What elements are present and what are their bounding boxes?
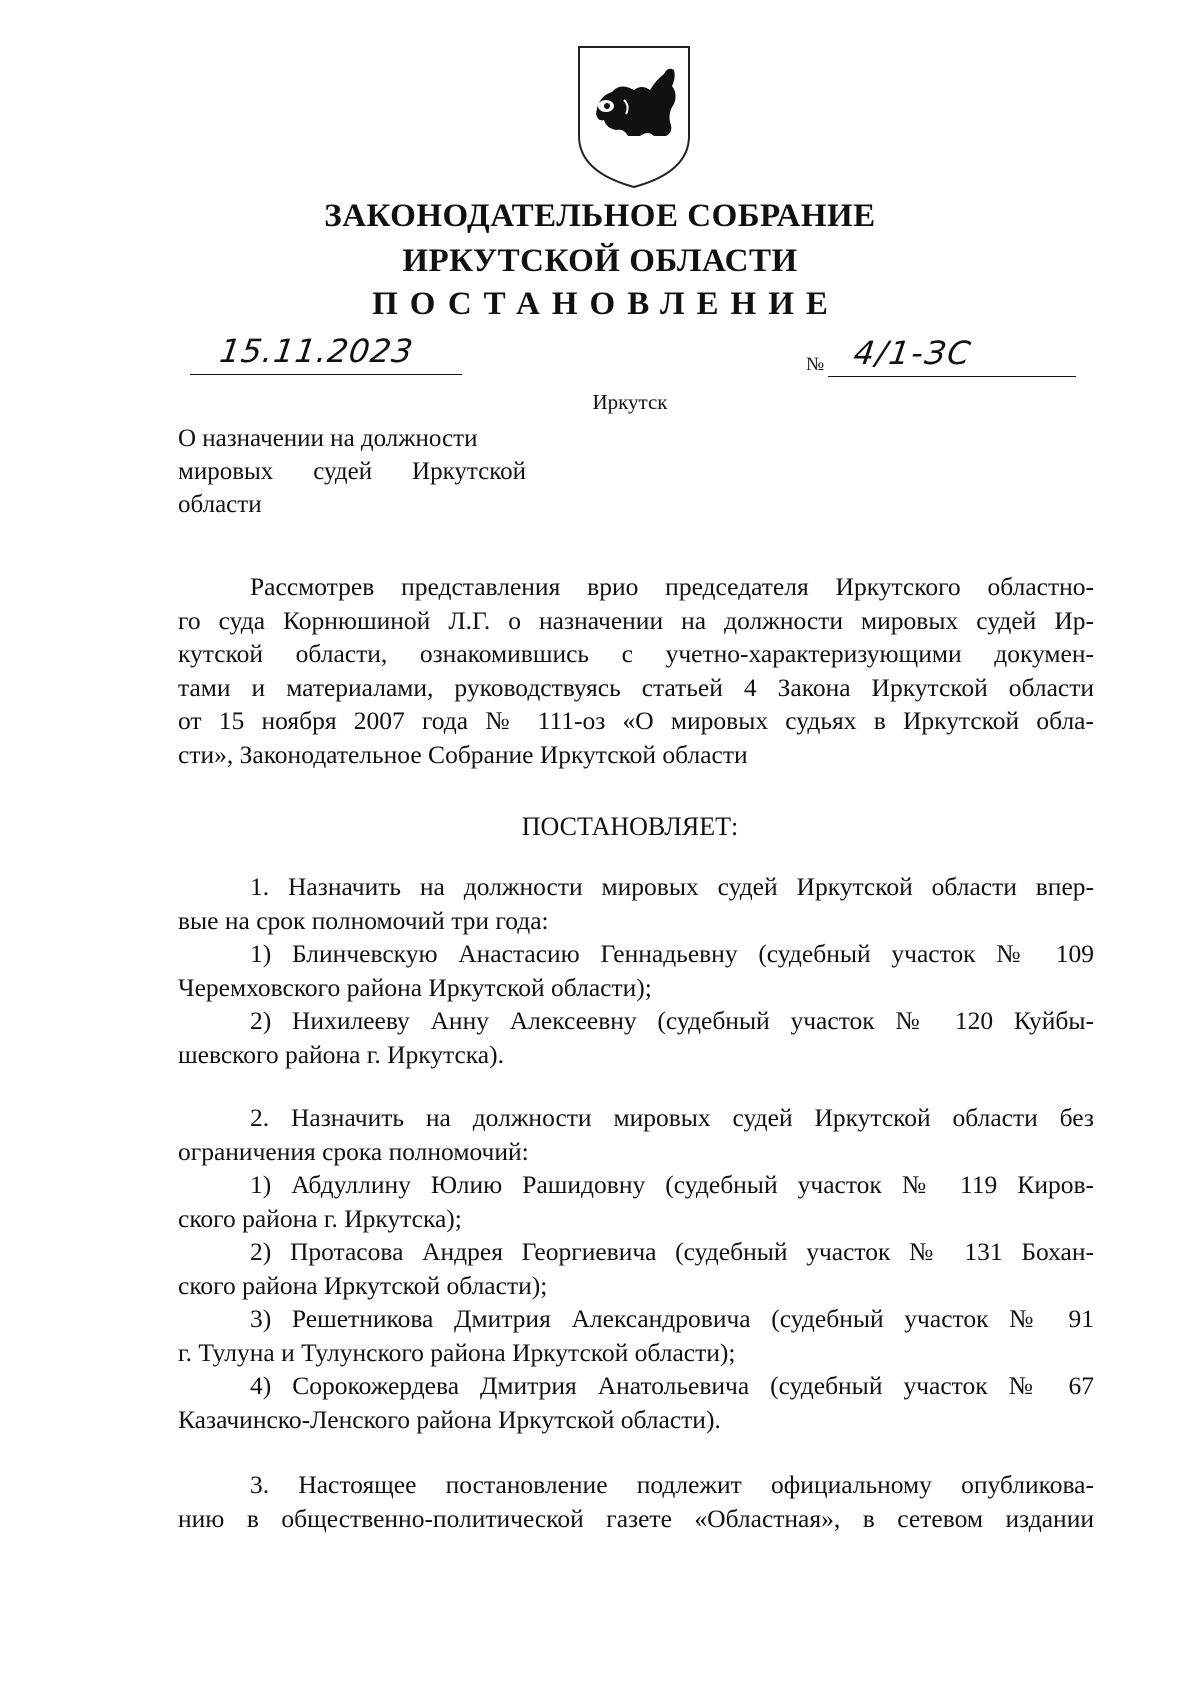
- preamble-line: го суда Корнюшиной Л.Г. о назначении на должности мировых судей Ир-: [178, 605, 1094, 635]
- subject-line: мировых судей Иркутской: [178, 458, 526, 485]
- number-underline: [828, 376, 1076, 377]
- item-2-entry-line: 3) Решетникова Дмитрия Александровича (судебный участок № 91: [250, 1304, 1094, 1333]
- item-2-entry-line: Казачинско-Ленского района Иркутской области).: [178, 1404, 721, 1434]
- item-3-line: 3. Настоящее постановление подлежит официальному опубликова-: [250, 1470, 1094, 1499]
- item-2-entry-line: 1) Абдуллину Юлию Рашидовну (судебный участок № 119 Киров-: [250, 1170, 1094, 1199]
- preamble-line: от 15 ноября 2007 года № 111-оз «О мировых судьях в Иркутской обла-: [178, 706, 1094, 735]
- item-1: [178, 870, 1094, 1071]
- preamble-line: Рассмотрев представления врио председателя Иркутского областно-: [250, 572, 1094, 601]
- item-1-entry-line: шевского района г. Иркутска).: [178, 1039, 504, 1069]
- subject-line: О назначении на должности: [178, 425, 478, 452]
- city-label: Иркутск: [592, 390, 668, 414]
- preamble-paragraph: [178, 570, 1094, 771]
- document-number: 4/1-ЗС: [851, 334, 975, 372]
- item-1-intro-line: вые на срок полномочий три года:: [178, 905, 549, 935]
- item-2-entry-line: 4) Сорокожердева Дмитрия Анатольевича (судебный участок № 67: [250, 1371, 1094, 1400]
- subject-line: области: [178, 491, 262, 518]
- document-type-title: ПОСТАНОВЛЕНИЕ: [372, 286, 840, 322]
- item-2: [178, 1101, 1094, 1436]
- item-2-entry-line: ского района Иркутской области);: [178, 1270, 548, 1300]
- preamble-line: тами и материалами, руководствуясь статьей 4 Закона Иркутской области: [178, 672, 1094, 702]
- preamble-line: сти», Законодательное Собрание Иркутской области: [178, 739, 748, 769]
- item-3-line: нию в общественно-политической газете «Областная», в сетевом издании: [178, 1503, 1094, 1533]
- issuer-title-line2: ИРКУТСКОЙ ОБЛАСТИ: [402, 243, 798, 279]
- document-subject: [178, 422, 526, 521]
- item-1-entry-line: Черемховского района Иркутской области);: [178, 972, 652, 1002]
- document-date: 15.11.2023: [217, 332, 416, 370]
- item-2-intro-line: 2. Назначить на должности мировых судей Иркутской области без: [250, 1103, 1094, 1132]
- date-underline: [190, 374, 462, 375]
- resolve-heading: ПОСТАНОВЛЯЕТ:: [521, 812, 739, 841]
- item-1-entry-line: 1) Блинчевскую Анастасию Геннадьевну (судебный участок № 109: [250, 939, 1094, 968]
- item-1-intro-line: 1. Назначить на должности мировых судей Иркутской области впер-: [250, 872, 1094, 901]
- coat-of-arms-emblem: [576, 44, 692, 190]
- preamble-line: кутской области, ознакомившись с учетно-характеризующими докумен-: [178, 639, 1094, 668]
- item-2-entry-line: ского района г. Иркутска);: [178, 1203, 462, 1233]
- item-3: [178, 1468, 1094, 1535]
- number-sign: №: [806, 354, 825, 375]
- item-1-entry-line: 2) Нихилееву Анну Алексеевну (судебный участок № 120 Куйбы-: [250, 1006, 1094, 1035]
- item-2-intro-line: ограничения срока полномочий:: [178, 1136, 529, 1166]
- item-2-entry-line: г. Тулуна и Тулунского района Иркутской области);: [178, 1337, 736, 1367]
- issuer-title-line1: ЗАКОНОДАТЕЛЬНОЕ СОБРАНИЕ: [324, 198, 876, 234]
- item-2-entry-line: 2) Протасова Андрея Георгиевича (судебный участок № 131 Бохан-: [250, 1237, 1094, 1266]
